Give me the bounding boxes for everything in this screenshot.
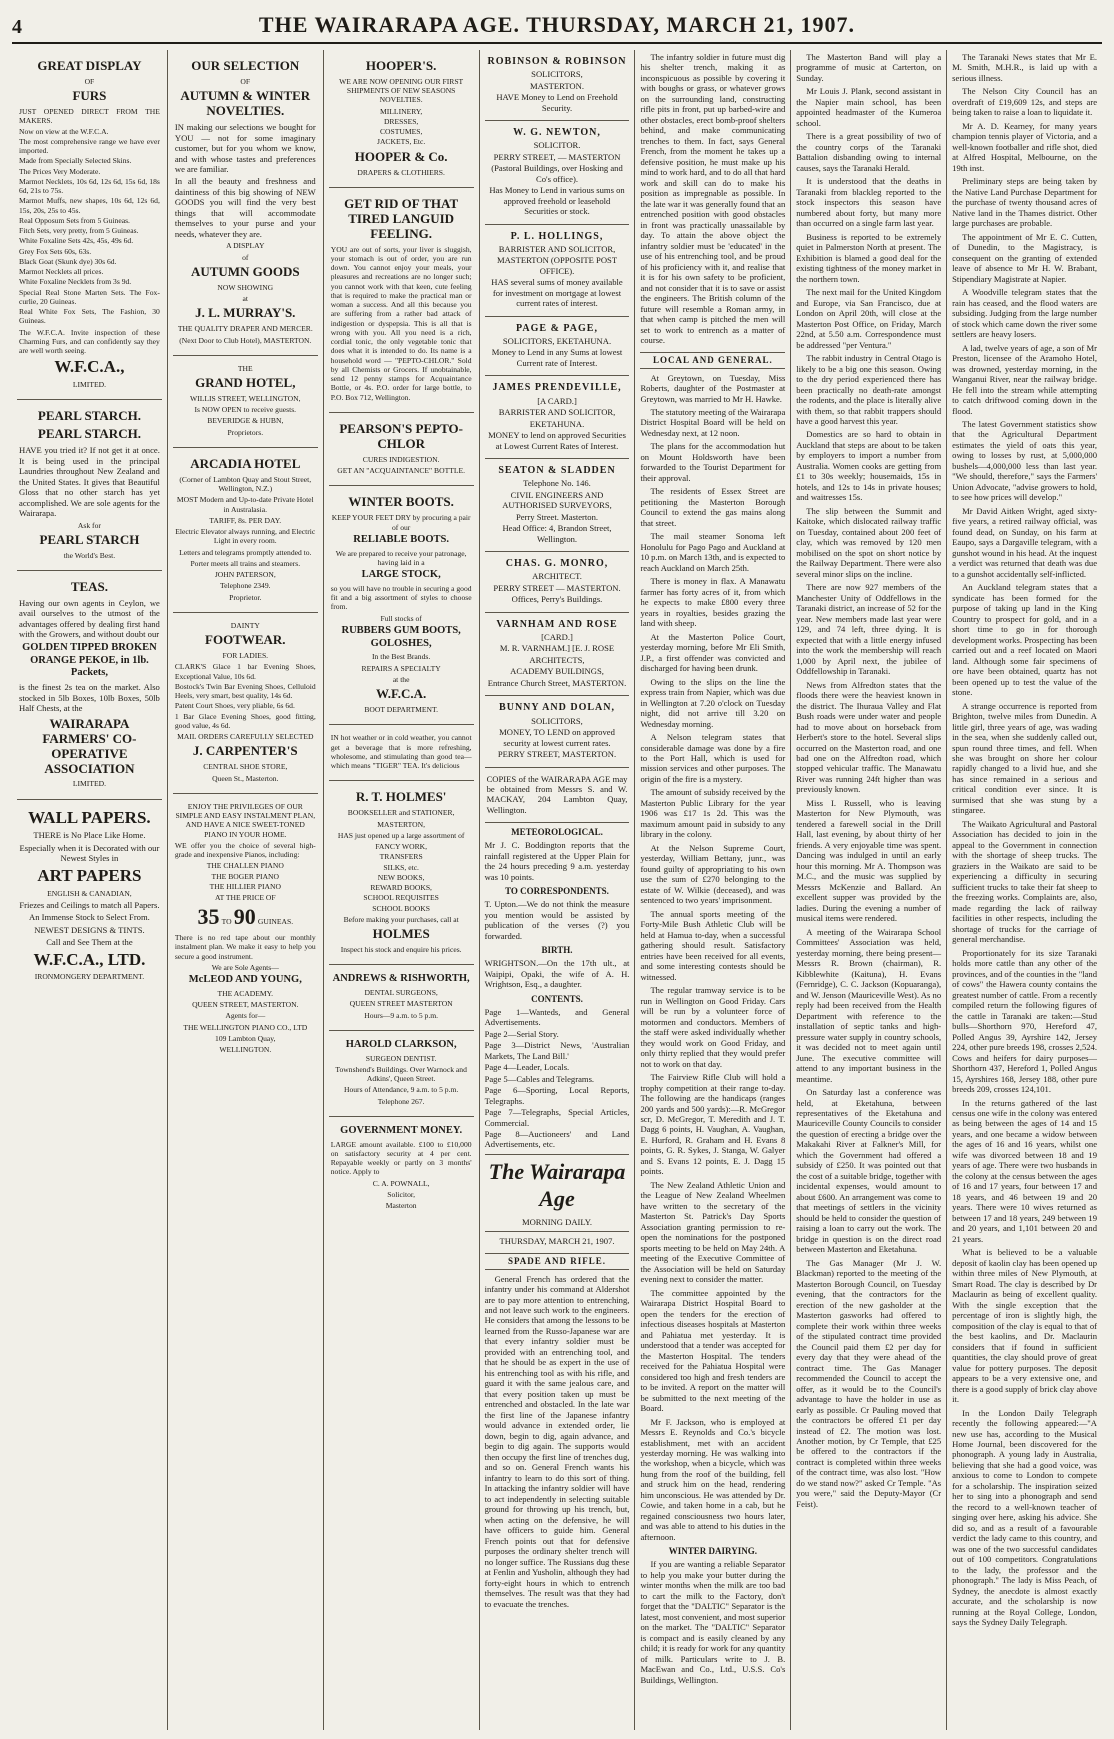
pepto-chlor-ad: PEARSON'S PEPTO-CHLOR CURES INDIGESTION. GET AN "ACQUAINTANCE" BOTTLE. [329,413,474,486]
local-news [640,373,785,1543]
card-line: Money to Lend in any Sums at lowest Current rate of Interest. [491,347,623,368]
column-6 [791,50,947,1730]
card-line: [A CARD.] [537,395,577,406]
news-paragraph: The Gas Manager (Mr J. W. Blackman) reported to the meeting of the Masterton Borough Council, on Tuesday evening, that the contractors for the erection of the new gasholder at the Masterton gasworks had offered to complete their work within three weeks of the stipulated contract time provided the Council paid them £2 per day for every day that they were ahead of the contract time. The Gas Manager recommended the Council to accept the offer, as it would be to the Council's advantage to have the holder in use as early as possible. Cr Pauling moved that the contractors be offered £1 per day instead of £2. The motion was lost. Another motion, by Cr Temple, that £25 be offered to the contractors if the contract is completed within three weeks of the contract time, was also lost. "How do we stand now?" asked Cr Temple. "As you were," said the Deputy-Mayor (Cr Feist). [796,1257,942,1509]
news-paragraph: Mr F. Jackson, who is employed at Messrs E. Reynolds and Co.'s bicycle establishment, met with an accident yesterday morning. He was walking into the workshop, when a bicycle, which was hung from the roof of the building, fell and struck him on the head, rendering him unconscious. He was attended by Dr. Cowie, and taken home in a cab, but he regained consciousness two hours later, and was able to attend to his duties in the afternoon. [640,1416,786,1542]
card-line: MASTERTON (OPPOSITE POST OFFICE). [496,255,618,276]
card-line: Head Office: 4, Brandon Street, Wellington. [502,523,612,544]
news-paragraph: There are now 927 members of the Manchester Unity of Oddfellows in the Taranaki district, an increase of 52 for the year. New members made last year were 129, and 74 left, three dying. It is expected that with a little energy infused into the work the membership will reach 1,000 by April next, the jubilee of Oddfellowship in Taranaki. [796,582,942,677]
furs-ad: GREAT DISPLAY OF FURS JUST OPENED DIRECT FROM THE MAKERS. Now on view at the W.F.C.A. The most comprehensive range we have ever imported. Made from Specially Selected Skins. The Prices Very Moderate. Marmot Necklets, 10s 6d, 12s 6d, 15s 6d, 18s 6d, 21s to 75s. Marmot Muffs, new shapes, 10s 6d, 12s 6d, 15s, 20s, 25s to 45s. Real Opposum Sets from 5 Guineas. Fitch Sets, very pretty, from 5 Guineas. White Foxaline Sets 42s, 45s, 49s 6d. Grey Fox Sets 60s, 63s. Black Goat (Skunk dye) 30s 6d. Marmot Necklets all prices. White Foxaline Necklets from 3s 9d. Special Real Stone Marten Sets. The Fox-curlie, 20 Guineas. Real White Fox Sets, The Fashion, 30 Guineas. The W.F.C.A. Invite inspection of these Charming Furs, and can confidently say they are well worth seeing. W.F.C.A., LIMITED. [17,50,162,400]
news-paragraph: The amount of subsidy received by the Masterton Public Library for the year 1906 was £17 1s 2d. This was the maximum amount paid in subsidy to any library in the colony. [640,787,786,840]
card-line: MONEY, TO LEND on approved security at lowest current rates. [499,727,615,748]
card-name: JAMES PRENDEVILLE, [492,382,622,394]
column-1 [12,50,168,1730]
card-line: Offices, Perry's Buildings. [511,594,603,605]
news-paragraph: Proportionately for its size Taranaki holds more cattle than any other of the provinces, and of the counties in the "land of cows" the Hawera county contains the greatest number of cattle. From a recently compiled return the following figures of the cattle in Taranaki are taken:—Stud bulls—Shorthorn 970, Hereford 47, Polled Angus 39, Ayrshire 142, Jersey 224, other pure breeds 198, crosses 2,524. Cows and heifers for dairy purposes—Shorthorn 437, Hereford 1, Polled Angus 15, Ayrshires 168, Jersey 188, other pure breeds 209, crosses 124,101. [952,947,1098,1095]
card-line: PERRY STREET, — MASTERTON [493,151,621,162]
professional-card [485,121,630,225]
list-item: NEW BOOKS, [377,872,425,882]
card-line: SOLICITOR. [533,140,581,151]
news-paragraph: A Nelson telegram states that considerable damage was done by a fire to the Port Hall, which is used for mission services and other purposes. The origin of the fire is a mystery. [640,732,786,784]
card-line: ARCHITECTS, [529,654,585,665]
list-item: Page 2—Serial Story. [484,1028,559,1039]
column-3 [324,50,480,1730]
contents-list [485,1007,630,1150]
professional-cards [485,50,630,768]
pearl-starch-ad: PEARL STARCH. PEARL STARCH. HAVE you tried it? If not get it at once. It is being used in the principal Laundries throughout New Zealand and the United States. It gives that Beautiful Gloss that no other starch has yet accomplished. We are sole agents for the Wairarapa. Ask for PEARL STARCH the World's Best. [17,400,162,571]
news-paragraph: There is money in flax. A Manawatu farmer has forty acres of it, from which he expects to make £800 every three years in royalties, besides grazing the land with sheep. [640,576,786,629]
list-item: Now on view at the W.F.C.A. [19,126,109,136]
card-line: HAVE Money to Lend on Freehold Security. [496,92,618,113]
news-paragraph: The annual sports meeting of the Forty-Mile Bush Athletic Club will be held at Hamua to-day, when a successful gathering should result. Satisfactory entries have been received for all events, and some interesting contests should be witnessed. [640,908,786,982]
card-line: SOLICITORS, [531,69,583,80]
list-item: 1 Bar Glace Evening Shoes, good fitting, good value, 4s 6d. [174,711,316,730]
piano-ad: ENJOY THE PRIVILEGES OF OUR SIMPLE AND EASY INSTALMENT PLAN, AND HAVE A NICE SWEET-TONED PIANO IN YOUR HOME. WE offer you the choice of several high-grade and inexpensive Pianos, including: THE CHALLEN PIANO THE BOGER PIANO THE HILLIER PIANO AT THE PRICE OF 35 TO 90 GUINEAS. There is no red tape about our monthly instalment plan. We make it easy to help you secure a good instrument. We are Sole Agents— McLEOD AND YOUNG, THE ACADEMY. QUEEN STREET, MASTERTON. Agents for— THE WELLINGTON PIANO CO., LTD 109 Lambton Quay, WELLINGTON. [174,801,316,1055]
card-name: SEATON & SLADDEN [498,465,616,477]
news-paragraph: It is understood that the deaths in Taranaki from blackleg reported to the stock inspectors this season have numbered about forty, but many more than occurred on a single farm last year. [796,176,942,229]
column-2 [168,50,324,1730]
news-paragraph: The appointment of Mr E. C. Cutten, of Dunedin, to the Magistracy, is consequent on the granting of extended leave of absence to Mr H. W. Brabant, Stipendiary Magistrate at Napier. [952,231,1098,284]
list-item: Marmot Muffs, new shapes, 10s 6d, 12s 6d, 15s, 20s, 25s to 45s. [19,196,160,215]
news-paragraph: The Fairview Rifle Club will hold a trophy competition at their range to-day. The following are the handicaps (ranges 200 yards and 500 yards):—R. McGregor scr, D. McGregor, T. Meredith and J. T. Dagg 6 points, H. Vaughan, A. Vaughan, E. Hurford, R. Graham and H. Evans 8 points, G. R. Sykes, J. Stanga, W. Galyer and S. Evans 12 points, E. J. Dagg 15 points. [640,1072,786,1177]
furs-list [19,107,160,326]
news-paragraph: An Auckland telegram states that a syndicate has been formed for the purpose of taking up land in the King Country to prospect for gold, and in a short time to go in for thorough development works. Prospecting has been carried out and a reef located on Maori land. Although some fair specimens of ore have been obtained, quartz has not been opened up to test the value of the stone. [952,582,1098,698]
list-item: CLARK'S Glace 1 bar Evening Shoes, Exceptional Value, 10s 6d. [174,662,316,681]
tired-feeling-ad: GET RID OF THAT TIRED LANGUID FEELING. YOU are out of sorts, your liver is sluggish, your stomach is out of order, you are run down. You cannot enjoy your meals, your pleasures and recreations are no longer such; you cannot work with that keen, cute feeling that is required to make the practical man or woman a success. And all this because you are suffering from a rather bad attack of indigestion or dyspepsia. This is all that is wrong with you. All you need is a rich, cordial tonic, the only vegetable tonic that does what it is intended to do. Its name is a household word — "PEPTO-CHLOR." Sold by all Chemists or Grocers. If unobtainable, send 12 penny stamps for Acquaintance Bottle, or 4s. P.O. order for large bottle, to P.O. Box 712, Wellington. [329,188,474,413]
card-line: EKETAHUNA. [529,418,585,429]
news-paragraph: The mail steamer Sonoma left Honolulu for Pago Pago and Auckland at 10 p.m. on March 13th, and is expected to reach Auckland on March 25th. [640,531,786,573]
professional-card [485,459,630,552]
page-number: 4 [12,15,22,38]
list-item: Page 3—District News, 'Australian Markets, The Land Bill.' [484,1040,630,1061]
news-paragraph: The next mail for the United Kingdom and Europe, via San Francisco, due at London on April 20th, will close at the Masterton Post Office, on Friday, March 22nd, at 5.50 a.m. Correspondence must be addressed "per Ventura." [796,287,942,350]
card-line: CIVIL ENGINEERS AND AUTHORISED SURVEYORS, [502,489,612,511]
news-paragraph: The statutory meeting of the Wairarapa District Hospital Board will be held on Wednesday next, at 12 noon. [640,406,786,438]
list-item: THE CHALLEN PIANO [206,861,284,871]
card-line: PERRY STREET, MASTERTON. [497,749,617,760]
news-paragraph: The Nelson City Council has an overdraft of £19,609 12s, and steps are being taken to raise a loan to liquidate it. [952,86,1098,118]
news-paragraph: In the returns gathered of the last census one wife in the colony was entered as being between the ages of 14 and 15 years, and one became a widow between the ages of 16 and 16 years, whilst one wife was divorced between 18 and 19 years of age. There were two husbands in the colony at the census between the ages of 16 and 17 years, four between 17 and 18 years, and 46 between 19 and 20 years. There were 10 wives returned as between 17 and 18 years, 249 between 19 and 20 years, and 1,101 between 20 and 21 years. [952,1097,1098,1244]
list-item: DRESSES, [383,116,419,126]
card-name: ROBINSON & ROBINSON [487,56,627,67]
list-item: SCHOOL REQUISITES [363,893,439,903]
card-line: ACADEMY BUILDINGS, [510,666,604,677]
list-item: The most comprehensive range we have ever imported. [19,136,160,156]
teas-ad: TEAS. Having our own agents in Ceylon, we avail ourselves to the utmost of the advantages offered by dealing first hand with the Growers, and without doubt our GOLDEN TIPPED BROKEN ORANGE PEKOE, in 1lb. Packets, is the finest 2s tea on the market. Also stocked in 5lb Boxes, 10lb Boxes, 50lb Half Chests, at the WAIRARAPA FARMERS' CO-OPERATIVE ASSOCIATION LIMITED. [17,571,162,800]
card-name: PAGE & PAGE, [516,322,598,334]
list-item: Real White Fox Sets, The Fashion, 30 Guineas. [19,307,160,326]
news-paragraph: The residents of Essex Street are petitioning the Masterton Borough Council to extend the gas mains along that street. [640,486,786,528]
column-7 [947,50,1102,1730]
list-item: COSTUMES, [379,127,423,137]
list-item: THE BOGER PIANO [211,871,280,881]
local-news-continued-2 [952,52,1097,1628]
card-line: Entrance Church Street, MASTERTON. [487,677,627,688]
list-item: TRANSFERS [379,852,423,862]
news-paragraph: A lad, twelve years of age, a son of Mr Preston, licensee of the Aramoho Hotel, was drowned, yesterday morning, in the Wanganui River, near the railway bridge. He fell into the stream while attempting to catch driftwood coming down in the flood. [952,342,1098,416]
winter-dairying-heading: WINTER DAIRYING. [668,1546,757,1557]
card-line: Telephone No. 146. [523,478,591,489]
list-item: Page 1—Wanteds, and General Advertisements. [484,1006,630,1028]
grand-hotel-ad: THE GRAND HOTEL, WILLIS STREET, WELLINGTON, Is NOW OPEN to receive guests. BEVERIDGE & HUBN, Proprietors. [173,356,318,448]
news-paragraph: The regular tramway service is to be run in Wellington on Good Friday. Cars will be run by a volunteer force of motormen and conductors. Members of the staff were asked individually whether they would work on Good Friday, and only thirty replied that they would prefer not to work on that day. [640,985,786,1069]
news-paragraph: The latest Government statistics show that the Agricultural Department estimates the yield of oats this year, owing to losses by rust, at 5,000,000 bushels—4,000,000 less than last year. "We should, therefore," says the Farmers' Union Advocate, "advise growers to hold, to see how prices will develop." [952,418,1098,503]
list-item: The Prices Very Moderate. [19,166,101,176]
news-paragraph: Domestics are so hard to obtain in Auckland that steps are about to be taken by employers to import a number from Australia. Women cooks are getting from £1 to 30s weekly; housemaids, 15s in hotels, and 12s to 14s in private houses; and waitresses 15s. [796,429,942,503]
infantry-article: The infantry soldier in future must dig his shelter trench, making it as inconspicuous as possible by covering it with boughs or grass, or whatever grows on the surrounding land, constructing rifle pits in front, put up barbed-wire and other obstacles, erect bomb-proof shelters behind, and make communicating trenches to them. In fact, says General French, from the moment he takes up a defensive position, he must make up his mind to work hard, and to do all that hard work and skill can do to make his position as impregnable as possible. In the late war it was generally found that an entrenched position with good obstacles in front was practically unassailable by day. To attain the above object the infantry soldier must be 'educated' in the use of his entrenching tool, and be proud of his proficiency with it, and realise that it is for his own safety to be proficient, and not consider that it is to save or assist the engineers. The British column of the future will resemble a Roman army, in that when camp is pitched the men will set to work to entrench as a matter of course. [640,52,786,346]
news-paragraph: The slip between the Summit and Kaitoke, which dislocated railway traffic on Tuesday, contained about 200 feet of clay, which was removed by 120 men mobilised on the spot on short notice by the Railway Department. There were also several minor slips on the incline. [796,505,942,579]
news-paragraph: What is believed to be a valuable deposit of kaolin clay has been opened up within three miles of New Plymouth, at Smart Road. The clay is described by Dr Maclaurin as being of excellent quality. With the single exception that the percentage of iron is slightly high, the composition of the clay is equal to that of the best kaolins, and Dr. Maclaurin considers that if found in sufficient quantities, the clay should prove of great value for pottery purposes. The deposit appears to be a very extensive one, and there is a good supply of brick clay above it. [952,1247,1098,1405]
card-line: BARRISTER AND SOLICITOR, [498,243,616,254]
news-paragraph: At Greytown, on Tuesday, Miss Roberts, daughter of the Postmaster at Greytown, was married to Mr H. Hawke. [640,372,786,404]
wall-papers-ad: WALL PAPERS. THERE is No Place Like Home. Especially when it is Decorated with our Newest Styles in ART PAPERS ENGLISH & CANADIAN, Friezes and Ceilings to match all Papers. An Immense Stock to Select From. NEWEST DESIGNS & TINTS. Call and See Them at the W.F.C.A., LTD. IRONMONGERY DEPARTMENT. [19,807,160,982]
list-item: SILKS, etc. [383,862,419,872]
professional-card [485,317,630,377]
news-paragraph: Owing to the slips on the line the express train from Napier, which was due in Wellington at 7.20 o'clock on Tuesday night, did not arrive till 3.20 on Wednesday morning. [640,676,786,729]
footwear-ad: DAINTY FOOTWEAR. FOR LADIES. CLARK'S Glace 1 bar Evening Shoes, Exceptional Value, 10s 6d. Bostock's Twin Bar Evening Shoes, Celluloid Heels, very smart, best quality, 14s 6d. Patent Court Shoes, very pliable, 6s 6d. 1 Bar Glace Evening Shoes, good fitting, good value, 4s 6d. MAIL ORDERS CAREFULLY SELECTED J. CARPENTER'S CENTRAL SHOE STORE, Queen St., Masterton. [173,613,318,794]
card-line: [CARD.] [541,631,573,642]
masthead-title: THE WAIRARAPA AGE. THURSDAY, MARCH 21, 1907. [258,12,856,38]
column-5: The infantry soldier in future must dig his shelter trench, making it as inconspicuous as possible by covering it with boughs or grass, or whatever grows on the surrounding land, constructing rifle pits in front, put up barbed-wire and other obstacles, erect bomb-proof shelters behind, and make communicating trenches to them. In fact, says General French, from the moment he takes up a defensive position, he must make up his mind to work hard, and to do all that hard work and skill can do to make his position as impregnable as possible. In the late war it was generally found that an entrenched position with good obstacles in front was practically unassailable by day. To attain the above object the infantry soldier must be 'educated' in the use of his entrenching tool, and be proud of his proficiency with it, and realise that it is for his own safety to be proficient, and not consider that it is to save or assist the engineers. The British column of the future will resemble a Roman army, in that when camp is pitched the men will set to work to entrench as a matter of course. LOCAL AND GENERAL. At Greytown, on Tuesday, Miss Roberts, daughter of the Postmaster at Greytown, was married to Mr H. Hawke. The statutory meeting of the Wairarapa District Hospital Board will be held on Wednesday next, at 12 noon. The plans for the accommodation hut on Mount Holdsworth have been forwarded to the Tourist Department for their approval. The residents of Essex Street are petitioning the Masterton Borough Council to extend the gas mains along that street. The mail steamer Sonoma left Honolulu for Pago Pago and Auckland at 10 p.m. on March 13th, and is expected to reach Auckland on March 25th. There is money in flax. A Manawatu farmer has forty acres of it, from which he expects to make £800 every three years in royalties, besides grazing the land with sheep. At the Masterton Police Court, yesterday morning, before Mr Eli Smith, J.P., a first offender was convicted and discharged for having been drunk. Owing to the slips on the line the express train from Napier, which was due in Wellington at 7.20 o'clock on Tuesday night, did not arrive till 3.20 on Wednesday morning. A Nelson telegram states that considerable damage was done by a fire to the Port Hall, which is used for mission services and other purposes. The origin of the fire is a mystery. The amount of subsidy received by the Masterton Public Library for the year 1906 was £17 1s 2d. This was the maximum amount paid in subsidy to any library in the colony. At the Nelson Supreme Court, yesterday, William Bettany, junr., was found guilty of appropriating to his own use the sum of £270 belonging to the estate of W. Wilkie (deceased), and was sentenced to two years' imprisonment. The annual sports meeting of the Forty-Mile Bush Athletic Club will be held at Hamua to-day, when a successful gathering should result. Satisfactory entries have been received for all events, and some interesting contests should be witnessed. The regular tramway service is to be run in Wellington on Good Friday. Cars will be run by a volunteer force of motormen and conductors. Members of the staff were asked individually whether they would work on Good Friday, and only thirty replied that they would prefer not to work on that day. The Fairview Rifle Club will hold a trophy competition at their range to-day. The following are the handicaps (ranges 200 yards and 500 yards):—R. McGregor scr, D. McGregor, T. Meredith and J. T. Dagg 6 points, H. Vaughan, A. Vaughan, E. Hurford, R. Graham and H. Evans 8 points, G. R. Sykes, J. Stanga, W. Galyer and S. Evans 12 points, E. J. Dagg 15 points. The New Zealand Athletic Union and the League of New Zealand Wheelmen have written to the secretary of the Masterton St. Patrick's Day Sports Association granting permission to re-open the nominations for the postponed sports meeting to be held on May 24th. A meeting of the Executive Committee of the Association will be held on Saturday evening next to consider the matter. The committee appointed by the Wairarapa District Hospital Board to open the tenders for the erection of infectious diseases hospitals at Masterton and Pahiatua met yesterday. It is understood that a tender was accepted for the Masterton Hospital. The tenders received for the Pahiatua Hospital were considered too high and fresh tenders are to be invited. A report on the matter will be submitted to the next meeting of the Board. Mr F. Jackson, who is employed at Messrs E. Reynolds and Co.'s bicycle establishment, met with an accident yesterday morning. He was walking into the workshop, when a bicycle, which was hung from the roof of the building, fell and struck him on the head, rendering him unconscious. He was attended by Dr. Cowie, and taken home in a cab, but he regained consciousness two hours later, and was able to attend to his duties in the afternoon. WINTER DAIRYING. If you are wanting a reliable Separator to help you make your butter during the winter months when the milk are too bad to cart the milk to the Factory, don't forget that the "DALTIC" Separator is the latest, most convenient, and most superior on the market. The "DALTIC" Separator is compact and is easily cleaned by any child; it is ready for work for any quantity of milk. Particulars write to J. B. MacEwan and Co., Ltd., U.S.S. Co's Buildings, Wellington. [635,50,791,1730]
list-item: Made from Specially Selected Skins. [19,156,132,166]
professional-card [485,50,630,121]
local-general-heading: LOCAL AND GENERAL. [640,352,785,369]
card-name: W. G. NEWTON, [513,127,601,139]
holmes-list [331,842,472,913]
hoopers-list [331,107,472,147]
dateline: THURSDAY, MARCH 21, 1907. [499,1236,615,1247]
news-paragraph: A strange occurrence is reported from Brighton, twelve miles from Dunedin. A little girl, three years of age, was wading in the sea, when she suddenly called out, spun round three times, and fell. When she was brought on shore her colour rapidly changed to a livid hue, and she has since remained in a serious and critical condition ever since. It is surmised that she was stung by a stingaree. [952,700,1098,816]
column-4: ROBINSON & ROBINSON SOLICITORS, MASTERTON. HAVE Money to Lend on Freehold Security. W. G. NEWTON, SOLICITOR. PERRY STREET, — MASTERTON (Pastoral Buildings, over Hosking and Co's office). Has Money to Lend in various sums on approved freehold or leasehold Securities or stock. P. L. HOLLINGS, BARRISTER AND SOLICITOR, MASTERTON (OPPOSITE POST OFFICE). HAS several sums of money available for investment on mortgage at lowest current rates of interest. PAGE & PAGE, SOLICITORS, EKETAHUNA. Money to Lend in any Sums at lowest Current rate of Interest. JAMES PRENDEVILLE, [A CARD.] BARRISTER AND SOLICITOR, EKETAHUNA. MONEY to lend on approved Securities at Lowest Current Rates of Interest. SEATON & SLADDEN Telephone No. 146. CIVIL ENGINEERS AND AUTHORISED SURVEYORS, Perry Street. Masterton. Head Office: 4, Brandon Street, Wellington. CHAS. G. MONRO, ARCHITECT. PERRY STREET — MASTERTON. Offices, Perry's Buildings. VARNHAM AND ROSE [CARD.] M. R. VARNHAM.] [E. J. ROSE ARCHITECTS, ACADEMY BUILDINGS, Entrance Church Street, MASTERTON. BUNNY AND DOLAN, SOLICITORS, MONEY, TO LEND on approved security at lowest current rates. PERRY STREET, MASTERTON. COPIES of the WAIRARAPA AGE may be obtained from Messrs S. and W. MACKAY, 204 Lambton Quay, Wellington. METEOROLOGICAL. Mr J. C. Boddington reports that the rainfall registered at the Upper Plain for the 24 hours preceding 9 a.m. yesterday was 10 points. TO CORRESPONDENTS. T. Upton.—We do not think the measure you mention would be assisted by publication of the verses (?) you forwarded. BIRTH. WRIGHTSON.—On the 17th ult., at Waipipi, Opaki, the wife of A. H. Wrightson, Esq., a daughter. CONTENTS. Page 1—Wanteds, and General Advertisements. Page 2—Serial Story. Page 3—District News, 'Australian Markets, The Land Bill.' Page 4—Leader, Locals. Page 5—Cables and Telegrams. Page 6—Sporting, Local Reports, Telegraphs. Page 7—Telegraphs, Special Articles, Commercial. Page 8—Auctioneers' and Land Advertisements, etc. The Wairarapa Age MORNING DAILY. THURSDAY, MARCH 21, 1907. SPADE AND RIFLE. General French has ordered that the infantry under his command at Aldershot are to pay more attention to entrenching, and not leave such work to the engineers. He considers that among the lessons to be learned from the Russo-Japanese war are that every infantry soldier must be provided with an entrenching tool, and that he should be as expert in the use of his entrenching tool as with his rifle, and guard it with the same jealous care, and that every position taken up must be entrenched and obstacled. In the late war the first line of the Japanese infantry would advance in extended order, lie down, begin to dig, again advance, and begin to dig again. The supports would then occupy the first line of trenches dug, and so on. General French wants his infantry to learn to do this sort of thing. In attacking the infantry soldier will have to act independently in selecting suitable ground for throwing up his trench, but, when acting on the defensive, he will have officers to guide him. General French points out that for defensive purposes the ordinary shelter trench will no longer suffice. The Russians dug these at Fenlin and Yusholin, although they had forty-eight hours in which to entrench themselves. The result was that they had to evacuate the trenches. [480,50,636,1730]
card-line: SOLICITORS, EKETAHUNA. [502,335,612,346]
news-paragraph: At the Masterton Police Court, yesterday morning, before Mr Eli Smith, J.P., a first offender was convicted and discharged for having been drunk. [640,631,786,674]
list-item: White Foxaline Necklets from 3s 9d. [19,277,132,287]
wfca-name: W.F.C.A., [54,357,125,377]
card-line: (Pastoral Buildings, over Hosking and Co's office). [491,163,623,184]
professional-card [485,376,630,459]
card-line: MONEY to lend on approved Securities at Lowest Current Rates of Interest. [488,430,626,451]
list-item: JUST OPENED DIRECT FROM THE MAKERS. [19,107,160,126]
news-paragraph: At the Nelson Supreme Court, yesterday, William Bettany, junr., was found guilty of appropriating to his own use the sum of £270 belonging to the estate of W. Wilkie (deceased), and was sentenced to two years' imprisonment. [640,842,786,906]
news-paragraph: On Saturday last a conference was held, at Eketahuna, between representatives of the Eketahuna and Mauriceville County Councils to consider the question of erecting a bridge over the Makakahi River at Falkner's Mill, for which the Government had offered a subsidy of £250. It was pointed out that the cost of a suitable bridge, together with incidental expenses, would amount to about £600. An arrangement was come to that meetings of settlers in the vicinity should be held to consider the question of raising a loan to carry out the work. The bridge in question is on the direct road between Masterton and Eketahuna. [796,1087,942,1255]
list-item: Marmot Necklets all prices. [19,267,104,277]
list-item: Fitch Sets, very pretty, from 5 Guineas. [19,226,139,236]
professional-card [485,613,630,697]
list-item: Marmot Necklets, 10s 6d, 12s 6d, 15s 6d, 18s 6d, 21s to 75s. [19,176,160,196]
news-paragraph: A Woodville telegram states that the rain has ceased, and the flood waters are subsiding. Judging from the large number of stock which came down the river some settlers are heavy losers. [952,287,1098,340]
holmes-ad: R. T. HOLMES' BOOKSELLER and STATIONER, MASTERTON, HAS just opened up a large assortment of FANCY WORK, TRANSFERS SILKS, etc. NEW BOOKS, REWARD BOOKS, SCHOOL REQUISITES SCHOOL BOOKS Before making your purchases, call at HOLMES Inspect his stock and enquire his prices. [329,781,474,965]
list-item: Special Real Stone Marten Sets. The Fox-curlie, 20 Guineas. [19,287,160,306]
news-paragraph: The plans for the accommodation hut on Mount Holdsworth have been forwarded to the Tourist Department for their approval. [640,441,786,483]
news-paragraph: The rabbit industry in Central Otago is likely to be a big one this season. Owing to the dry period experienced there has been practically no death-rate amongst the rodents, and the place is literally alive with them, so that rabbit trappers should have a good harvest this year. [796,353,942,426]
news-paragraph: The Taranaki News states that Mr E. M. Smith, M.H.R., is laid up with a serious illness. [952,52,1098,83]
correspondents-heading: TO CORRESPONDENTS. [505,886,609,897]
news-paragraph: The Masterton Band will play a programme of music at Carterton, on Sunday. [796,52,942,83]
birth-heading: BIRTH. [541,945,573,956]
card-name: CHAS. G. MONRO, [505,558,609,570]
card-name: P. L. HOLLINGS, [510,230,604,242]
spade-rifle-article: General French has ordered that the infantry under his command at Aldershot are to pay more attention to entrenching, and not leave such work to the engineers. He considers that among the lessons to be learned from the Russo-Japanese war are that every infantry soldier must be provided with an entrenching tool, and that he should be as expert in the use of his entrenching tool as with his rifle, and guard it with the same jealous care, and that every position taken up must be entrenched and obstacled. In the late war the first line of the Japanese infantry would advance in extended order, lie down, begin to dig, again advance, and begin to dig again. The supports would then occupy the first line of trenches dug, and so on. General French wants his infantry to learn to do this sort of thing. In attacking the infantry soldier will have to act independently in selecting suitable ground for throwing up his trench, but, when acting on the defensive, he will have officers to guide him. General French points out that for defensive purposes the ordinary shelter trench will no longer suffice. The Russians dug these at Fenlin and Yusholin, although they had forty-eight hours in which to entrench themselves. The result was that they had to evacuate the trenches. [484,1273,630,1609]
card-line: HAS several sums of money available for investment on mortgage at lowest current rates of interest. [491,277,623,309]
card-line: BARRISTER AND SOLICITOR, [498,407,616,418]
news-paragraph: In the London Daily Telegraph recently the following appeared:—"A new use has, according to the Musical Home Journal, been discovered for the phonograph. A young lady in Australia, believing that she had a good voice, was anxious to come to London to compete for a scholarship. The inspiration seized her to sing into a phonograph and send the record to a well-known teacher of singing over here, asking his advice. She did so, and as a result of a favourable verdict the lady came to this country, and was one of the two successful candidates out of 100 competitors. Congratulations to the lady, the professor and the phonograph." The lady is Miss Peach, of Sydney, the anecdote is almost exactly accurate, and the scholarship is now running at the Royal College, London, says the Sydney Daily Telegraph. [952,1407,1098,1628]
paper-nameplate: The Wairarapa Age [488,1158,626,1211]
masthead [12,10,1102,44]
professional-card [485,552,630,613]
columns [12,50,1102,1730]
list-item: Page 7—Telegraphs, Special Articles, Commercial. [484,1107,630,1128]
professional-card [485,225,630,317]
list-item: Bostock's Twin Bar Evening Shoes, Celluloid Heels, very smart, best quality, 14s 6d. [174,681,316,701]
news-paragraph: The committee appointed by the Wairarapa District Hospital Board to open the tenders for the erection of infectious diseases hospitals at Masterton and Pahiatua met yesterday. It is understood that a tender was accepted for the Masterton Hospital. The tenders received for the Pahiatua Hospital were considered too high and fresh tenders are to be invited. A report on the matter will be submitted to the next meeting of the Board. [640,1287,786,1414]
list-item: Page 4—Leader, Locals. [484,1062,570,1073]
list-item: REWARD BOOKS, [370,883,432,893]
list-item: Grey Fox Sets 60s, 63s. [19,246,92,256]
government-money-ad: GOVERNMENT MONEY. LARGE amount available. £100 to £10,000 on satisfactory security at 4 per cent. Repayable weekly or partly on 3 months' notice. Apply to C. A. POWNALL, Solicitor, Masterton [330,1124,472,1211]
news-paragraph: The Waikato Agricultural and Pastoral Association has decided to join in the appeal to the Government in connection with the shortage of sheep trucks. The graziers in the Waikato are said to be experiencing a difficulty in securing sufficient trucks to take their fat sheep to the freezing works. Complaints are, also, made regarding the lack of railway facilities in other respects, including the shortage of trucks for the carriage of general merchandise. [952,818,1098,945]
news-paragraph: Mr David Aitken Wright, aged sixty-five years, a retired railway official, was found dead, on Sunday, on his farm at Eaupo, says a Dargaville telegram, with a gunshot wound in his head. At the inquest a verdict was returned that death was due to a gunshot accidentally self-inflicted. [952,505,1098,579]
list-item: Page 8—Auctioneers' and Land Advertisements, etc. [484,1128,630,1150]
tiger-tea-ad: IN hot weather or in cold weather, you cannot get a beverage that is more refreshing, wholesome, and stimulating than good tea—which means "TIGER" TEA. It's delicious [329,725,474,781]
news-paragraph: There is a great possibility of two of the country corps of the Taranaki Battalion disbanding owing to internal causes, says the Taranaki Herald. [796,131,942,173]
news-paragraph: Business is reported to be extremely quiet in Palmerston North at present. The Exhibition is blamed a good deal for the existing tightness of the money market in the northern town. [796,231,942,284]
list-item: White Foxaline Sets 42s, 45s, 49s 6d. [19,236,134,246]
piano-list [175,861,316,891]
list-item: Page 6—Sporting, Local Reports, Telegraphs. [484,1085,630,1106]
winter-boots-ad: WINTER BOOTS. KEEP YOUR FEET DRY by procuring a pair of our RELIABLE BOOTS. We are prepared to receive your patronage, having laid in a LARGE STOCK, so you will have no trouble in securing a good fit and a big assortment of styles to choose from. Full stocks of RUBBERS GUM BOOTS, GOLOSHES, In the Best Brands. REPAIRS A SPECIALTY at the W.F.C.A. BOOT DEPARTMENT. [329,486,474,725]
card-line: ARCHITECT. [532,571,582,582]
list-item: Real Opposum Sets from 5 Guineas. [19,215,130,225]
andrews-rishworth-ad: ANDREWS & RISHWORTH, DENTAL SURGEONS, QUEEN STREET MASTERTON Hours—9 a.m. to 5 p.m. [329,965,474,1031]
hoopers-ad: HOOPER'S. WE ARE NOW OPENING OUR FIRST SHIPMENTS OF NEW SEASONS NOVELTIES. MILLINERY, DRESSES, COSTUMES, JACKETS, Etc. HOOPER & Co. DRAPERS & CLOTHIERS. [329,50,474,188]
list-item: THE HILLIER PIANO [209,881,281,891]
footwear-list [175,662,316,730]
news-paragraph: Mr Louis J. Plank, second assistant in the Napier main school, has been appointed headmaster of the Kumeroa school. [796,86,942,128]
list-item: MILLINERY, [380,106,423,116]
autumn-novelties-ad: OUR SELECTION OF AUTUMN & WINTER NOVELTIES. IN making our selections we bought for YOU — not for some imaginary customer, but for you whom we know, and with whose tastes and preferences we are familiar. In all the beauty and freshness and daintiness of this big showing of NEW GOODS you will find the very best things that will accommodate themselves to your purse and your needs, whatever they are. A DISPLAY of AUTUMN GOODS NOW SHOWING at J. L. MURRAY'S. THE QUALITY DRAPER AND MERCER. (Next Door to Club Hotel), MASTERTON. [173,50,318,356]
card-line: PERRY STREET — MASTERTON. [493,582,621,593]
card-line: SOLICITORS, [531,715,583,726]
news-paragraph: Preliminary steps are being taken by the Native Land Purchase Department for the purchase of twenty thousand acres of Native land in the Thames district. Other large purchases are probable. [952,176,1098,229]
news-paragraph: Miss I. Russell, who is leaving Masterton for New Plymouth, was tendered a farewell social in the Drill Hall, last evening, by about thirty of her friends. A very enjoyable time was spent. Dancing was indulged in until an early hour this morning. Mr A. Thompson was M.C., and the music was supplied by Messrs McKenzie and Ballard. An excellent supper was provided by the ladies. During the evening a number of musical items were rendered. [796,797,942,924]
list-item: Patent Court Shoes, very pliable, 6s 6d. [174,701,295,711]
news-paragraph: Mr A. D. Kearney, for many years champion tennis player of Victoria, and a well-known footballer and rifle shot, died at Alfred Hospital, Melbourne, on the 19th inst. [952,120,1098,173]
contents-heading: CONTENTS. [531,993,583,1004]
local-news-continued [796,52,941,1509]
news-paragraph: News from Alfredton states that the floods there were the heaviest known in the district. The Ihuraua Valley and Flat Bush roads were under water and people had to move about on horseback from Herbert's store to the hotel. Several slips occurred on the Masterton road, and one bad one on the Alfredton road, which stopped vehicular traffic. The Manawatu River was running 24ft higher than was previously known. [796,679,942,795]
card-name: BUNNY AND DOLAN, [499,702,615,714]
card-name: VARNHAM AND ROSE [496,618,618,630]
list-item: Page 5—Cables and Telegrams. [484,1073,595,1084]
card-line: Perry Street. Masterton. [515,511,599,522]
list-item: FANCY WORK, [375,842,428,852]
meteorological-heading: METEOROLOGICAL. [511,827,603,838]
news-paragraph: The New Zealand Athletic Union and the League of New Zealand Wheelmen have written to the secretary of the Masterton St. Patrick's Day Sports Association granting permission to re-open the nominations for the postponed sports meeting to be held on May 24th. A meeting of the Executive Committee of the Association will be held on Saturday evening next to consider the matter. [640,1179,786,1285]
harold-clarkson-ad: HAROLD CLARKSON, SURGEON DENTIST. Townshend's Buildings. Over Warnock and Adkins', Queen Street. Hours of Attendance, 9 a.m. to 5 p.m. Telephone 267. [329,1031,474,1117]
professional-card [485,696,630,767]
list-item: JACKETS, Etc. [376,137,426,147]
list-item: SCHOOL BOOKS [372,903,431,913]
arcadia-hotel-ad: ARCADIA HOTEL (Corner of Lambton Quay and Stout Street, Wellington, N.Z.) MOST Modern and Up-to-date Private Hotel in Australasia. TARIFF, 8s. PER DAY. Electric Elevator always running, and Electric Light in every room. Letters and telegrams promptly attended to. Porter meets all trains and steamers. JOHN PATERSON, Telephone 2349. Proprietor. [173,448,318,613]
list-item: Black Goat (Skunk dye) 30s 6d. [19,256,117,266]
card-line: MASTERTON. [530,80,584,91]
card-line: Has Money to Lend in various sums on approved freehold or leasehold Securities or stock. [489,185,625,217]
news-paragraph: A meeting of the Wairarapa School Committees' Association was held, yesterday morning, there being present—Messrs R. Brown (chairman), R. Kibblewhite (Kaituna), H. Evans (Fernridge), C. C. Jackson (Kopuaranga), and W. Jenson (Mauriceville West). As no reply had been received from the Health Department with reference to the installation of septic tanks and high-pressure water supply in country schools, it was decided not to meet again until June. The executive committee will attend to any important business in the meantime. [796,926,942,1084]
spade-rifle-heading: SPADE AND RIFLE. [485,1253,630,1270]
card-line: M. R. VARNHAM.] [E. J. ROSE [499,643,615,654]
copies-notice: COPIES of the WAIRARAPA AGE may be obtained from Messrs S. and W. MACKAY, 204 Lambton Quay, Wellington. [485,768,630,824]
